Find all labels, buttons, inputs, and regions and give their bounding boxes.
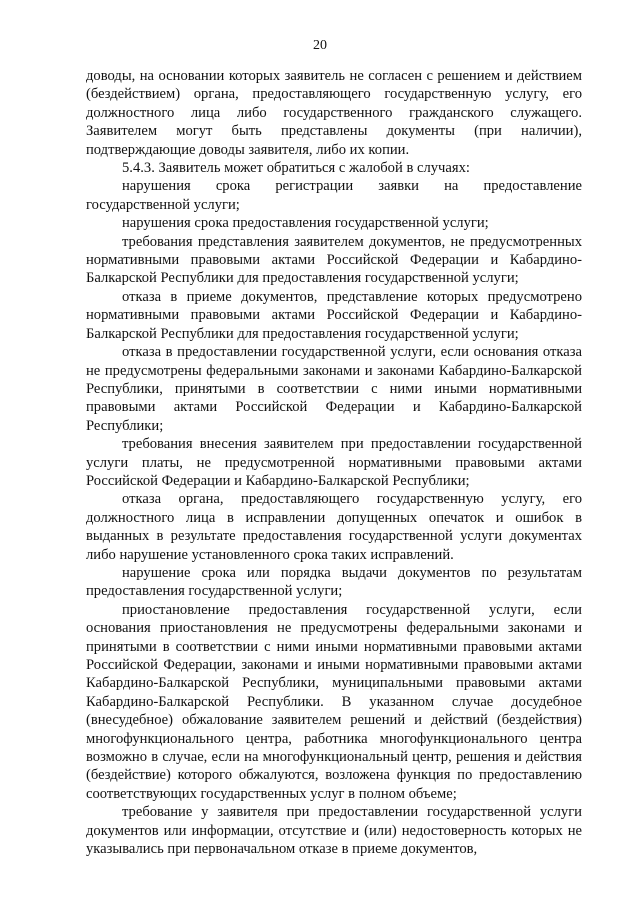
list-item-suspension: приостановление предоставления государственной услуги, если основания приостановления не предусмотрены федеральными законами и принятыми в соответствии с ними иными нормативными правовыми актами Российской Федерации, законами и иными нормативными правовыми актами Кабардино-Балкарской Республики, муниципальными правовыми актами Кабардино-Балкарской Республики. В указанном случае досудебное (внесудебное) обжалование заявителем решений и действий (бездействия) многофункционального центра, работника многофункционального центра возможно в случае, если на многофункциональный центр, решения и действия (бездействие) которого обжалуются, возложена функция по предоставлению соответствующих государственных услуг в полном объеме; [86, 601, 582, 802]
list-item-extra-documents: требования представления заявителем документов, не предусмотренных нормативными правовыми актами Российской Федерации и Кабардино-Балкарской Республики для предоставления государственной услуги; [86, 233, 582, 287]
list-item-issuance-violation: нарушение срока или порядка выдачи документов по результатам предоставления государственной услуги; [86, 564, 582, 600]
list-item-refusal-correction: отказа органа, предоставляющего государственную услугу, его должностного лица в исправлении допущенных опечаток и ошибок в выданных в результате предоставления государственной услуги документах либо нарушение установленного срока таких исправлений. [86, 491, 582, 563]
document-body [86, 67, 582, 858]
list-item-refusal-accept-documents: отказа в приеме документов, представление которых предусмотрено нормативными правовыми актами Российской Федерации и Кабардино-Балкарской Республики для предоставления государственной услуги; [86, 288, 582, 342]
list-item-document-request: требование у заявителя при предоставлении государственной услуги документов или информации, отсутствие и (или) недостоверность которых не указывались при первоначальном отказе в приеме документов, [86, 804, 582, 858]
list-item-payment-demand: требования внесения заявителем при предоставлении государственной услуги платы, не предусмотренной нормативными правовыми актами Российской Федерации и Кабардино-Балкарской Республики; [86, 436, 582, 489]
paragraph-section-5-4-3: 5.4.3. Заявитель может обратиться с жалобой в случаях: [122, 160, 470, 177]
list-item-refusal-service: отказа в предоставлении государственной услуги, если основания отказа не предусмотрены федеральными законами и законами Кабардино-Балкарской Республики, принятыми в соответствии с ними иными нормативными правовыми актами Российской Федерации и Кабардино-Балкарской Республики; [86, 344, 582, 434]
list-item-registration-deadline: нарушения срока регистрации заявки на предоставление государственной услуги; [86, 178, 582, 213]
list-item-service-deadline: нарушения срока предоставления государственной услуги; [122, 215, 489, 232]
paragraph-complaint-arguments: доводы, на основании которых заявитель не согласен с решением и действием (бездействием) органа, предоставляющего государственную услугу, его должностного лица либо государственного гражданского служащего. Заявителем могут быть представлены документы (при наличии), подтверждающие доводы заявителя, либо их копии. [86, 68, 582, 158]
page-number: 20 [313, 38, 327, 53]
